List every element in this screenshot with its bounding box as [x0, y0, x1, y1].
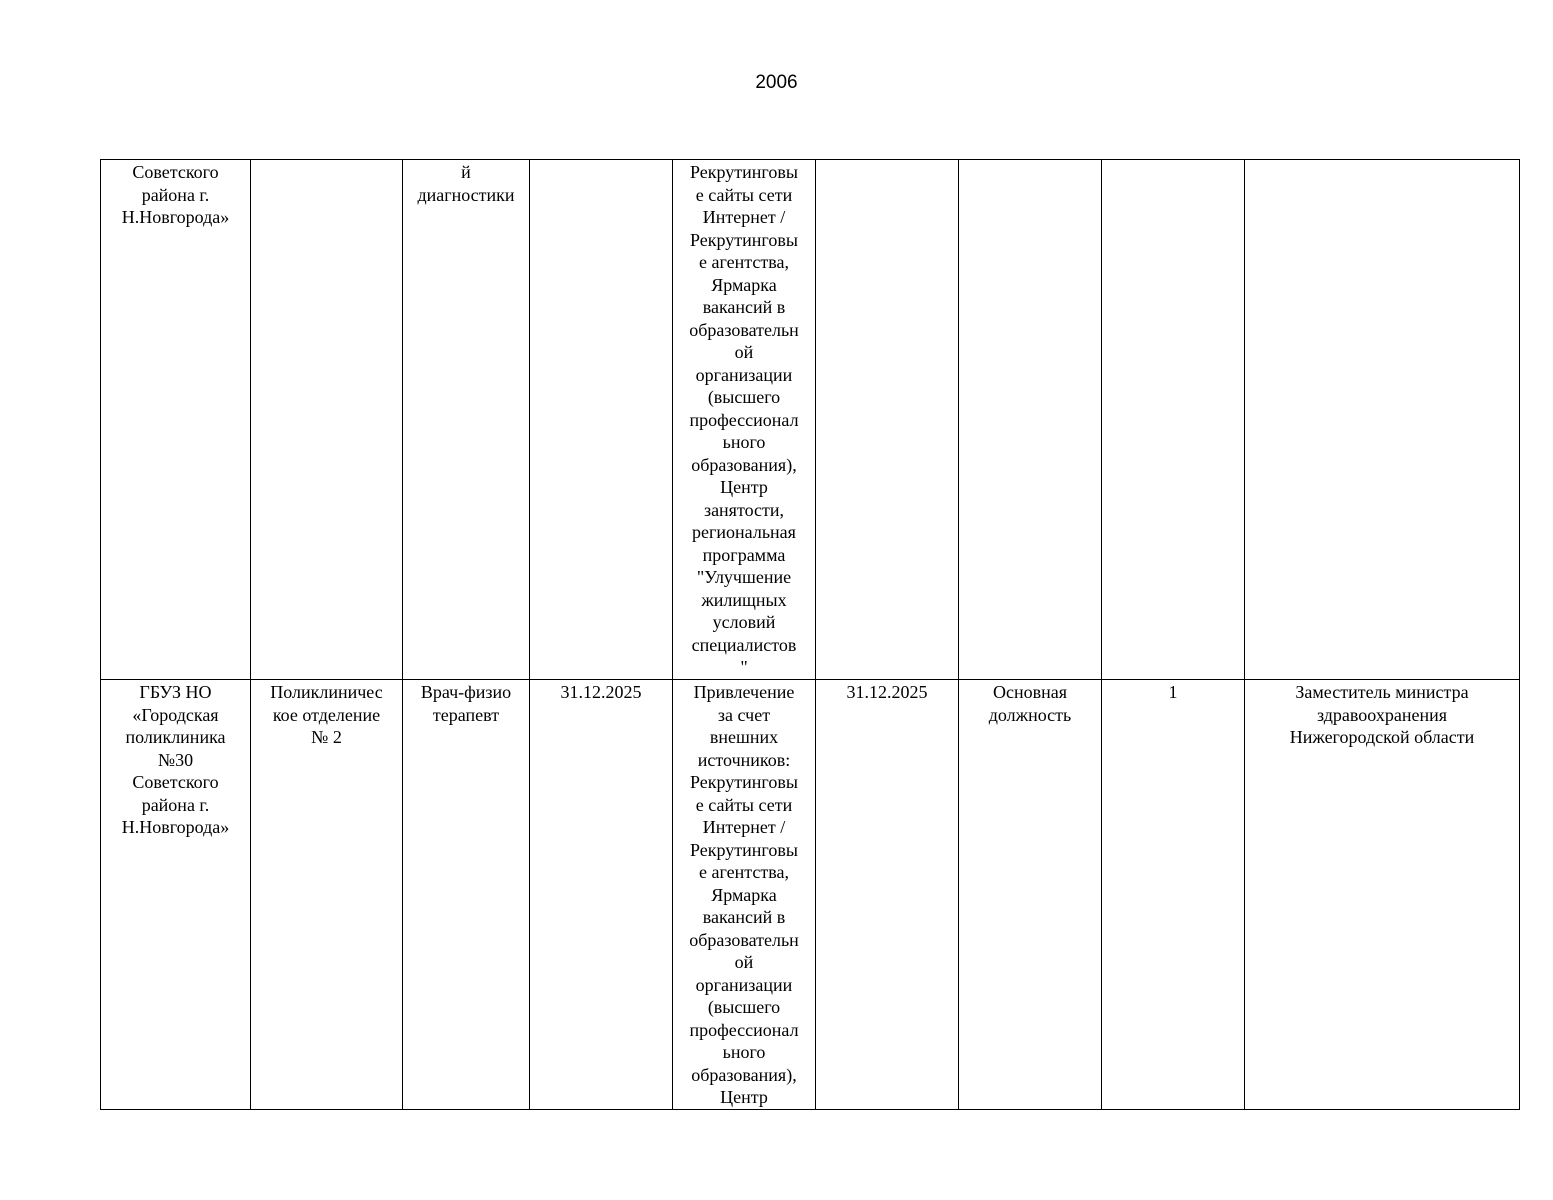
cell-text-line: Ярмарка	[711, 884, 777, 905]
cell-text-line: жилищных	[701, 589, 787, 610]
cell-text-line: Нижегородской области	[1289, 727, 1475, 747]
position-cell	[403, 160, 530, 680]
cell-text-line: Ярмарка	[711, 274, 777, 295]
cell-text-line: Врач-физио	[420, 682, 512, 702]
cell-text-line: диагностики	[417, 184, 515, 205]
cell-text-line: образовательн	[689, 319, 799, 340]
cell-text-line: (высшего	[707, 997, 781, 1017]
department-cell	[251, 680, 403, 1110]
responsible-cell	[1245, 680, 1520, 1110]
cell-text-line: "	[740, 657, 748, 677]
cell-text-line: № 2	[311, 727, 342, 747]
cell-text-line: района г.	[141, 184, 210, 205]
cell-text-line: Поликлиничес	[270, 682, 383, 702]
position-type-cell	[959, 680, 1102, 1110]
table-row	[101, 680, 1520, 1110]
organization-cell	[101, 160, 251, 680]
cell-text-line: за счет	[717, 704, 771, 725]
cell-text-line: вакансий в	[702, 297, 786, 317]
recruitment-method-cell	[673, 160, 816, 680]
cell-text-line: занятости,	[703, 499, 785, 520]
responsible-cell	[1245, 160, 1520, 680]
cell-text-line: ой	[734, 952, 754, 972]
recruitment-method-cell	[673, 680, 816, 1110]
cell-text-line: е агентства,	[699, 252, 789, 272]
cell-text-line: «Городская	[132, 704, 219, 725]
cell-text-line: (высшего	[707, 387, 781, 407]
page-number: 2006	[755, 72, 798, 93]
organization-cell	[101, 680, 251, 1110]
cell-text-line: района г.	[141, 794, 210, 815]
cell-text-line: №30	[157, 749, 194, 770]
cell-text-line: образования),	[691, 454, 797, 475]
cell-text-line: кое отделение	[272, 704, 381, 725]
cell-text-line: программа	[702, 544, 786, 565]
table-row	[101, 160, 1520, 680]
cell-text-line: Н.Новгорода»	[121, 207, 230, 227]
cell-text-line: 31.12.2025	[560, 682, 642, 702]
cell-text-line: здравоохранения	[1316, 704, 1448, 725]
cell-text-line: Советского	[132, 772, 219, 792]
cell-text-line: поликлиника	[125, 727, 226, 747]
count-cell	[1102, 680, 1245, 1110]
cell-text-line: Рекрутинговы	[690, 162, 798, 182]
cell-text-line: е сайты сети	[695, 794, 793, 815]
deadline-cell	[816, 680, 959, 1110]
cell-text-line: 1	[1168, 682, 1178, 702]
cell-text-line: Интернет /	[702, 817, 786, 837]
cell-text-line: ьного	[722, 432, 766, 452]
deadline-cell	[816, 160, 959, 680]
cell-text-line: терапевт	[432, 704, 500, 725]
department-cell	[251, 160, 403, 680]
date-cell	[530, 680, 673, 1110]
cell-text-line: ой	[734, 342, 754, 362]
position-cell	[403, 680, 530, 1110]
count-cell	[1102, 160, 1245, 680]
cell-text-line: е агентства,	[699, 862, 789, 882]
cell-text-line: Н.Новгорода»	[121, 817, 230, 837]
cell-text-line: й	[461, 162, 471, 182]
cell-text-line: 31.12.2025	[846, 682, 928, 702]
cell-text-line: Основная	[992, 682, 1068, 702]
cell-text-line: источников:	[697, 749, 791, 770]
cell-text-line: специалистов	[691, 634, 797, 655]
cell-text-line: Центр	[720, 1087, 768, 1107]
cell-text-line: "Улучшение	[696, 567, 792, 587]
cell-text-line: Рекрутинговы	[690, 772, 798, 792]
cell-text-line: Интернет /	[702, 207, 786, 227]
cell-text-line: организации	[695, 364, 793, 385]
cell-text-line: е сайты сети	[695, 184, 793, 205]
cell-text-line: профессионал	[689, 409, 799, 430]
cell-text-line: Привлечение	[693, 682, 795, 702]
cell-text-line: образования),	[691, 1064, 797, 1085]
cell-text-line: Рекрутинговы	[690, 839, 798, 860]
cell-text-line: Советского	[132, 162, 219, 182]
cell-text-line: должность	[988, 704, 1072, 725]
cell-text-line: профессионал	[689, 1019, 799, 1040]
vacancy-table	[100, 159, 1520, 1110]
cell-text-line: Центр	[720, 477, 768, 497]
cell-text-line: внешних	[709, 727, 779, 747]
cell-text-line: вакансий в	[702, 907, 786, 927]
position-type-cell	[959, 160, 1102, 680]
cell-text-line: региональная	[692, 522, 796, 542]
date-cell	[530, 160, 673, 680]
cell-text-line: Заместитель министра	[1295, 682, 1469, 702]
cell-text-line: условий	[712, 612, 776, 632]
cell-text-line: организации	[695, 974, 793, 995]
cell-text-line: ьного	[722, 1042, 766, 1062]
cell-text-line: Рекрутинговы	[690, 229, 798, 250]
cell-text-line: образовательн	[689, 929, 799, 950]
cell-text-line: ГБУЗ НО	[139, 682, 212, 702]
